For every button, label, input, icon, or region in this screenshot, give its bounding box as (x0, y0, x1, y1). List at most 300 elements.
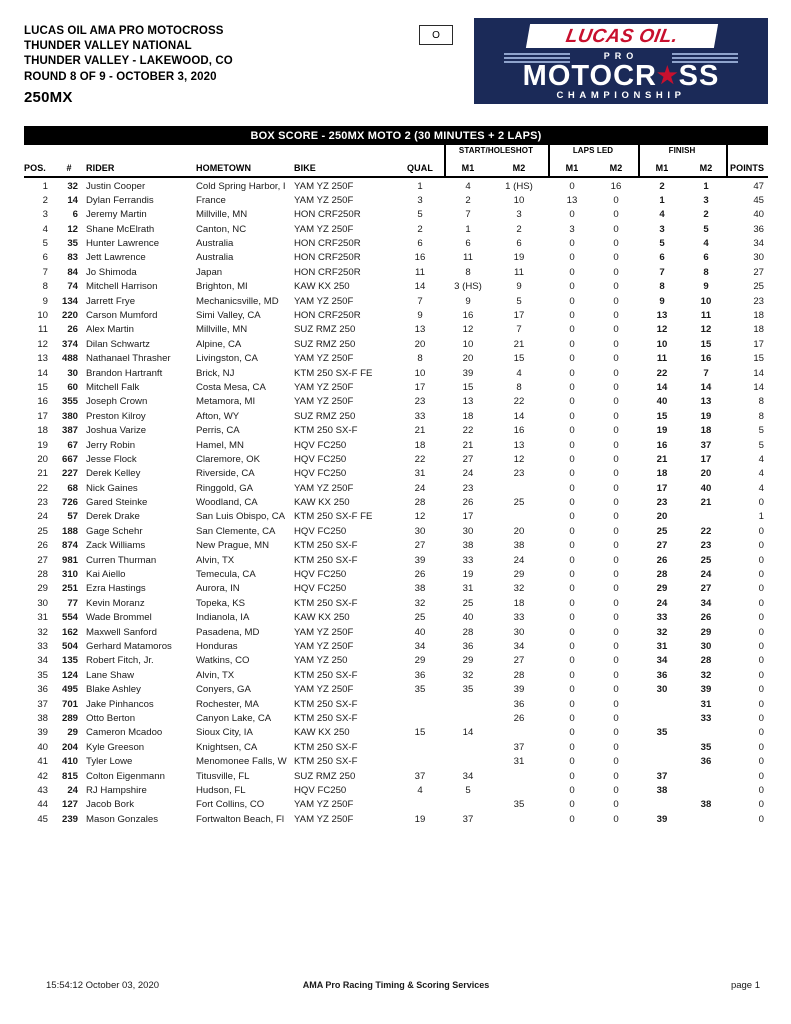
cell-start-m2: 30 (513, 626, 525, 638)
cell-lapsled-m1: 0 (569, 612, 575, 624)
cell-finish-m1: 16 (656, 439, 668, 451)
cell-start-m1: 30 (462, 525, 474, 537)
cell-rider-number: 251 (61, 583, 78, 595)
cell-rider-name: Jake Pinhancos (86, 698, 154, 710)
cell-hometown: San Clemente, CA (196, 525, 276, 537)
cell-qual: 30 (414, 525, 426, 537)
cell-qual: 33 (414, 410, 426, 422)
cell-rider-number: 188 (61, 525, 78, 537)
cell-finish-m2: 26 (700, 612, 712, 624)
cell-start-m1: 8 (465, 266, 471, 278)
cell-finish-m2: 25 (700, 554, 712, 566)
cell-points: 23 (753, 295, 764, 307)
table-row (24, 424, 768, 438)
cell-hometown: Afton, WY (196, 410, 240, 422)
cell-bike: HON CRF250R (294, 238, 361, 250)
cell-rider-name: Kai Aiello (86, 569, 126, 581)
cell-start-m1: 12 (462, 324, 474, 336)
cell-position: 27 (37, 554, 48, 566)
cell-start-m2: 22 (513, 396, 525, 408)
cell-hometown: Indianola, IA (196, 612, 250, 624)
cell-lapsled-m2: 0 (613, 569, 619, 581)
cell-start-m2: 26 (513, 712, 525, 724)
cell-finish-m2: 7 (703, 367, 709, 379)
cell-lapsled-m1: 0 (569, 410, 575, 422)
table-row (24, 755, 768, 769)
cell-position: 30 (37, 597, 48, 609)
cell-finish-m1: 34 (656, 655, 668, 667)
cell-rider-number: 35 (67, 238, 78, 250)
event-info-block (24, 24, 233, 108)
cell-finish-m2: 5 (703, 223, 709, 235)
cell-qual: 36 (414, 669, 426, 681)
cell-rider-number: 30 (67, 367, 78, 379)
table-row (24, 223, 768, 237)
cell-rider-name: Otto Berton (86, 712, 136, 724)
cell-rider-number: 204 (61, 741, 78, 753)
cell-rider-number: 24 (67, 784, 78, 796)
cell-position: 28 (37, 569, 48, 581)
cell-points: 17 (753, 338, 764, 350)
cell-lapsled-m2: 0 (613, 712, 619, 724)
cell-rider-name: Jarrett Frye (86, 295, 136, 307)
cell-qual: 25 (414, 612, 426, 624)
cell-points: 40 (753, 209, 764, 221)
col-header-start-m2: M2 (512, 163, 526, 173)
cell-position: 23 (37, 497, 48, 509)
lucas-oil-brand-text: LUCAS OIL. (564, 25, 680, 47)
cell-points: 5 (758, 439, 764, 451)
cell-start-m2: 5 (516, 295, 522, 307)
cell-lapsled-m2: 0 (613, 770, 619, 782)
cell-start-m2: 13 (513, 439, 525, 451)
cell-rider-number: 239 (61, 813, 78, 825)
cell-lapsled-m1: 0 (569, 727, 575, 739)
event-series-line: LUCAS OIL AMA PRO MOTOCROSS (24, 25, 224, 37)
cell-rider-name: Joseph Crown (86, 396, 148, 408)
cell-start-m1: 29 (462, 655, 474, 667)
cell-start-m2: 16 (513, 425, 525, 437)
cell-start-m1: 11 (463, 252, 473, 264)
cell-finish-m1: 17 (656, 482, 668, 494)
cell-hometown: Honduras (196, 641, 238, 652)
cell-finish-m2: 4 (703, 238, 709, 250)
cell-finish-m2: 28 (700, 655, 712, 667)
marker-box: O (419, 25, 453, 45)
cell-points: 0 (758, 756, 764, 768)
table-row (24, 295, 768, 309)
cell-start-m2: 4 (516, 367, 522, 379)
cell-rider-name: Kyle Greeson (86, 741, 145, 753)
cell-rider-name: Jesse Flock (86, 453, 137, 465)
cell-start-m1: 14 (462, 727, 474, 739)
cell-lapsled-m2: 0 (613, 367, 619, 379)
cell-lapsled-m2: 0 (613, 655, 619, 667)
cell-start-m1: 23 (462, 482, 474, 494)
cell-qual: 5 (417, 209, 423, 221)
table-row (24, 395, 768, 409)
cell-position: 8 (42, 281, 48, 293)
cell-hometown: Canyon Lake, CA (196, 712, 272, 724)
cell-lapsled-m2: 0 (613, 281, 619, 293)
cell-start-m1: 16 (462, 310, 474, 322)
cell-hometown: Sioux City, IA (196, 727, 253, 739)
cell-finish-m2: 33 (700, 712, 712, 724)
cell-points: 0 (758, 597, 764, 609)
cell-finish-m2: 31 (700, 698, 712, 710)
cell-hometown: Pasadena, MD (196, 626, 260, 638)
cell-lapsled-m2: 0 (613, 338, 619, 350)
cell-lapsled-m1: 0 (569, 209, 575, 221)
group-header-laps-led: LAPS LED (572, 146, 614, 155)
cell-rider-number: 6 (72, 209, 78, 221)
cell-finish-m1: 21 (656, 453, 668, 465)
cell-bike: YAM YZ 250F (294, 223, 354, 235)
cell-bike: KAW KX 250 (294, 727, 350, 739)
cell-lapsled-m1: 0 (569, 669, 575, 681)
cell-hometown: Brick, NJ (196, 367, 235, 379)
cell-rider-number: 74 (67, 281, 78, 293)
cell-lapsled-m1: 0 (569, 468, 575, 480)
cell-finish-m1: 10 (656, 338, 668, 350)
cell-finish-m1: 12 (656, 324, 668, 336)
cell-rider-number: 68 (67, 482, 78, 494)
cell-finish-m2: 3 (703, 194, 709, 206)
cell-finish-m2: 8 (703, 266, 709, 278)
cell-rider-number: 134 (61, 295, 78, 307)
table-row (24, 439, 768, 453)
cell-hometown: Millville, MN (196, 324, 248, 336)
cell-finish-m1: 1 (659, 194, 665, 206)
cell-bike: KTM 250 SX-F (294, 540, 358, 552)
cell-finish-m2: 15 (700, 338, 712, 350)
cell-finish-m2: 6 (703, 252, 709, 264)
cell-start-m1: 1 (465, 223, 471, 235)
cell-rider-name: Colton Eigenmann (86, 770, 165, 782)
col-header-number: # (66, 163, 72, 173)
cell-lapsled-m1: 0 (569, 554, 575, 566)
cell-hometown: Watkins, CO (196, 655, 250, 667)
box-score-title: BOX SCORE - 250MX MOTO 2 (30 MINUTES + 2 LAPS) (24, 128, 768, 145)
cell-start-m1: 2 (465, 194, 471, 206)
cell-position: 39 (37, 727, 48, 739)
cell-rider-number: 289 (61, 712, 78, 724)
cell-position: 41 (37, 756, 48, 768)
cell-lapsled-m1: 3 (569, 223, 575, 235)
cell-start-m1: 26 (462, 497, 474, 509)
event-venue-line: THUNDER VALLEY - LAKEWOOD, CO (24, 55, 233, 68)
cell-position: 3 (42, 209, 48, 221)
cell-finish-m2: 36 (700, 756, 712, 768)
cell-bike: KAW KX 250 (294, 612, 350, 624)
cell-lapsled-m2: 0 (613, 439, 619, 451)
cell-bike: KTM 250 SX-F FE (294, 511, 373, 523)
cell-rider-number: 981 (61, 554, 78, 566)
cell-rider-name: Nick Gaines (86, 482, 138, 494)
cell-lapsled-m1: 0 (569, 655, 575, 667)
event-name-line: THUNDER VALLEY NATIONAL (24, 40, 192, 53)
cell-lapsled-m1: 0 (569, 641, 575, 652)
cell-qual: 3 (417, 194, 423, 206)
cell-bike: SUZ RMZ 250 (294, 324, 356, 336)
cell-start-m1: 36 (462, 641, 474, 652)
cell-finish-m1: 39 (656, 813, 668, 825)
cell-start-m2: 34 (513, 641, 525, 652)
cell-bike: YAM YZ 250F (294, 295, 354, 307)
table-row (24, 266, 768, 280)
cell-rider-name: Alex Martin (86, 324, 134, 336)
cell-hometown: Millville, MN (196, 209, 248, 221)
cell-start-m2: 31 (513, 756, 525, 768)
cell-bike: HQV FC250 (294, 784, 347, 796)
cell-rider-number: 57 (67, 511, 78, 523)
cell-start-m1: 20 (462, 353, 474, 365)
cell-finish-m1: 20 (656, 511, 668, 523)
cell-rider-name: RJ Hampshire (86, 784, 147, 796)
cell-start-m1: 21 (462, 439, 474, 451)
table-row (24, 482, 768, 496)
table-row (24, 539, 768, 553)
cell-rider-name: Gage Schehr (86, 525, 143, 537)
cell-lapsled-m1: 0 (569, 338, 575, 350)
cell-rider-name: Preston Kilroy (86, 410, 146, 422)
cell-position: 26 (37, 540, 48, 552)
logo-stripe-left-1 (504, 53, 570, 55)
cell-points: 14 (753, 381, 764, 393)
cell-points: 0 (758, 569, 764, 581)
cell-rider-name: Maxwell Sanford (86, 626, 157, 638)
cell-lapsled-m2: 0 (613, 727, 619, 739)
table-row (24, 669, 768, 683)
cell-qual: 23 (414, 396, 426, 408)
cell-finish-m1: 31 (656, 641, 668, 652)
cell-rider-name: Jerry Robin (86, 439, 136, 451)
cell-lapsled-m1: 0 (569, 482, 575, 494)
table-row (24, 525, 768, 539)
cell-finish-m2: 14 (700, 381, 712, 393)
cell-points: 0 (758, 497, 764, 509)
table-row (24, 496, 768, 510)
cell-lapsled-m1: 0 (569, 626, 575, 638)
cell-lapsled-m1: 0 (569, 741, 575, 753)
cell-start-m2: 14 (513, 410, 525, 422)
table-row (24, 208, 768, 222)
cell-rider-number: 127 (61, 799, 78, 811)
col-header-lapsled-m2: M2 (609, 163, 623, 173)
cell-finish-m2: 39 (700, 684, 712, 696)
cell-rider-name: Lane Shaw (86, 669, 135, 681)
table-row (24, 453, 768, 467)
cell-start-m2: 36 (513, 698, 525, 710)
cell-bike: SUZ RMZ 250 (294, 338, 356, 350)
table-row (24, 554, 768, 568)
cell-start-m2: 3 (516, 209, 522, 221)
cell-rider-number: 77 (67, 597, 78, 609)
cell-finish-m1: 7 (659, 266, 665, 278)
cell-hometown: Metamora, MI (196, 396, 256, 408)
cell-lapsled-m1: 0 (569, 569, 575, 581)
cell-hometown: Alvin, TX (196, 669, 235, 681)
cell-lapsled-m2: 0 (613, 669, 619, 681)
cell-start-m2: 6 (516, 238, 522, 250)
cell-rider-name: Wade Brommel (86, 612, 152, 624)
cell-lapsled-m1: 0 (569, 684, 575, 696)
cell-lapsled-m1: 0 (569, 238, 575, 250)
cell-start-m1: 35 (462, 684, 474, 696)
cell-points: 0 (758, 626, 764, 638)
cell-points: 8 (758, 410, 764, 422)
table-row (24, 784, 768, 798)
cell-finish-m1: 40 (656, 396, 668, 408)
cell-position: 36 (37, 684, 48, 696)
cell-qual: 15 (414, 727, 426, 739)
cell-rider-name: Derek Drake (86, 511, 140, 523)
cell-hometown: New Prague, MN (196, 540, 270, 552)
cell-position: 1 (42, 180, 48, 192)
cell-rider-name: Kevin Moranz (86, 597, 145, 609)
cell-start-m1: 31 (462, 583, 474, 595)
cell-points: 18 (753, 310, 764, 322)
cell-start-m2: 10 (513, 194, 525, 206)
cell-lapsled-m2: 0 (613, 310, 619, 322)
table-row (24, 280, 768, 294)
cell-bike: HQV FC250 (294, 583, 347, 595)
cell-lapsled-m1: 0 (569, 353, 575, 365)
page-header (0, 0, 791, 120)
cell-qual: 20 (414, 338, 426, 350)
cell-start-m1: 24 (462, 468, 474, 480)
cell-lapsled-m1: 0 (569, 252, 575, 264)
cell-bike: HQV FC250 (294, 453, 347, 465)
table-row (24, 338, 768, 352)
cell-lapsled-m2: 0 (613, 353, 619, 365)
logo-championship-text: CHAMPIONSHIP (556, 90, 686, 101)
cell-start-m2: 19 (513, 252, 525, 264)
cell-lapsled-m2: 0 (613, 741, 619, 753)
cell-bike: HQV FC250 (294, 569, 347, 581)
cell-rider-name: Jacob Bork (86, 799, 134, 811)
cell-start-m1: 9 (465, 295, 471, 307)
cell-position: 33 (37, 641, 48, 652)
cell-position: 24 (37, 511, 48, 523)
cell-start-m1: 18 (462, 410, 474, 422)
cell-rider-name: Jeremy Martin (86, 209, 147, 221)
cell-bike: YAM YZ 250F (294, 813, 354, 825)
cell-hometown: Australia (196, 252, 234, 264)
cell-bike: KTM 250 SX-F (294, 698, 358, 710)
cell-position: 20 (37, 453, 48, 465)
cell-finish-m2: 38 (700, 799, 712, 811)
cell-rider-number: 32 (67, 180, 78, 192)
cell-finish-m2: 11 (700, 310, 712, 322)
table-row (24, 410, 768, 424)
cell-rider-name: Gerhard Matamoros (86, 641, 172, 652)
cell-points: 0 (758, 784, 764, 796)
table-row (24, 309, 768, 323)
cell-finish-m1: 33 (656, 612, 668, 624)
cell-points: 0 (758, 799, 764, 811)
cell-hometown: Titusville, FL (196, 770, 250, 782)
cell-rider-number: 29 (67, 727, 78, 739)
cell-finish-m1: 24 (656, 597, 668, 609)
cell-rider-number: 701 (61, 698, 78, 710)
logo-stripe-right-2 (672, 57, 738, 59)
cell-position: 6 (42, 252, 48, 264)
cell-position: 15 (37, 381, 48, 393)
cell-position: 34 (37, 655, 48, 667)
cell-finish-m1: 25 (656, 525, 668, 537)
cell-hometown: Hudson, FL (196, 784, 246, 796)
cell-finish-m1: 3 (659, 223, 665, 235)
cell-position: 2 (42, 194, 48, 206)
cell-hometown: Japan (196, 266, 223, 278)
cell-start-m1: 7 (465, 209, 471, 221)
cell-finish-m2: 20 (700, 468, 712, 480)
table-row (24, 611, 768, 625)
table-row (24, 251, 768, 265)
cell-bike: HQV FC250 (294, 525, 347, 537)
cell-rider-number: 124 (61, 669, 78, 681)
cell-finish-m1: 23 (656, 497, 668, 509)
cell-finish-m2: 32 (700, 669, 712, 681)
event-class-line: 250MX (24, 88, 73, 106)
cell-rider-name: Brandon Hartranft (86, 367, 163, 379)
cell-start-m1: 25 (462, 597, 474, 609)
cell-start-m2: 25 (513, 497, 525, 509)
cell-bike: YAM YZ 250F (294, 396, 354, 408)
cell-bike: KAW KX 250 (294, 281, 350, 293)
cell-points: 0 (758, 684, 764, 696)
cell-hometown: Woodland, CA (196, 497, 258, 509)
cell-points: 15 (753, 353, 764, 365)
cell-hometown: Canton, NC (196, 223, 247, 235)
cell-position: 11 (38, 324, 48, 336)
cell-rider-name: Carson Mumford (86, 310, 158, 322)
cell-bike: HON CRF250R (294, 209, 361, 221)
cell-start-m1: 10 (462, 338, 474, 350)
cell-points: 0 (758, 727, 764, 739)
cell-lapsled-m1: 0 (569, 799, 575, 811)
cell-rider-name: Ezra Hastings (86, 583, 146, 595)
lucas-oil-pro-motocross-logo (474, 18, 768, 104)
cell-position: 17 (37, 410, 48, 422)
cell-rider-number: 14 (67, 194, 78, 206)
table-row (24, 467, 768, 481)
cell-hometown: San Luis Obispo, CA (196, 511, 286, 523)
cell-qual: 27 (414, 540, 426, 552)
col-header-finish-m2: M2 (699, 163, 713, 173)
cell-hometown: Simi Valley, CA (196, 310, 261, 322)
cell-lapsled-m1: 0 (569, 497, 575, 509)
cell-finish-m1: 29 (656, 583, 668, 595)
cell-rider-number: 220 (61, 310, 78, 322)
cell-start-m1: 3 (HS) (454, 281, 482, 293)
cell-finish-m2: 19 (700, 410, 712, 422)
cell-rider-number: 26 (67, 324, 78, 336)
cell-start-m2: 7 (516, 324, 522, 336)
cell-lapsled-m2: 0 (613, 597, 619, 609)
cell-lapsled-m1: 0 (569, 266, 575, 278)
cell-finish-m1: 30 (656, 684, 668, 696)
cell-rider-name: Gared Steinke (86, 497, 148, 509)
cell-start-m1: 38 (462, 540, 474, 552)
cell-points: 14 (753, 367, 764, 379)
cell-finish-m2: 16 (700, 353, 712, 365)
table-row (24, 510, 768, 524)
cell-hometown: Aurora, IN (196, 583, 240, 595)
cell-start-m2: 32 (513, 583, 525, 595)
page-footer (24, 980, 768, 996)
